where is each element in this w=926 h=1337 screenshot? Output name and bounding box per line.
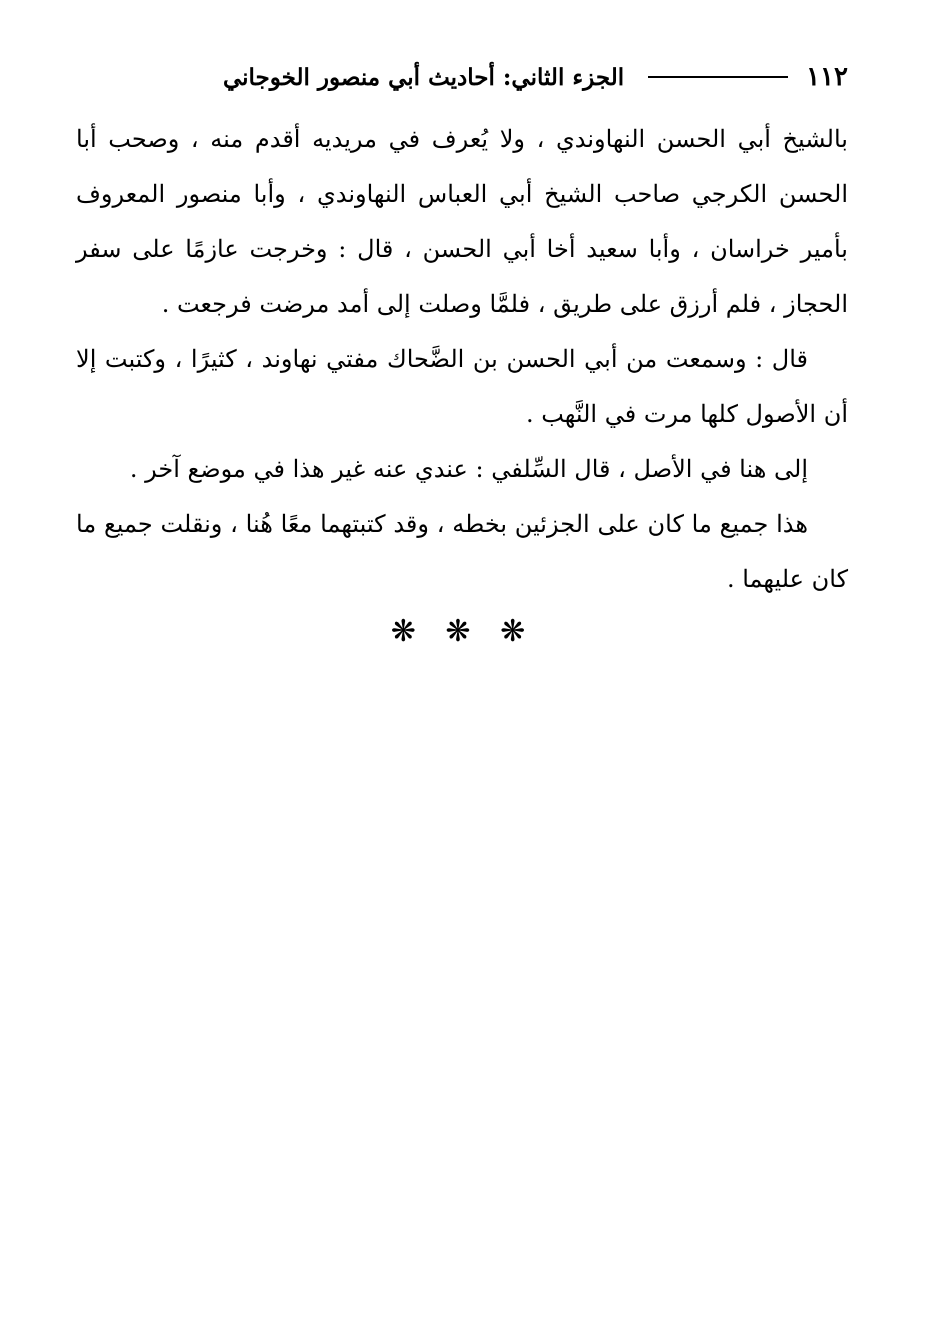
- paragraph-3: إلى هنا في الأصل ، قال السِّلفي : عندي عنه غير هذا في موضع آخر .: [129, 455, 808, 483]
- paragraph-2: قال : وسمعت من أبي الحسن بن الضَّحاك مفتي نهاوند ، كثيرًا ، وكتبت إلا أن الأصول كلها مرت في النَّهب .: [76, 345, 848, 428]
- header-rule: [648, 76, 788, 78]
- paragraph-4: هذا جميع ما كان على الجزئين بخطه ، وقد كتبتهما معًا هُنا ، ونقلت جميع ما كان عليهما .: [76, 510, 848, 593]
- section-end-ornament: ❋ ❋ ❋: [390, 614, 536, 649]
- paragraph-1: بالشيخ أبي الحسن النهاوندي ، ولا يُعرف في مريديه أقدم منه ، وصحب أبا الحسن الكرجي صاحب الشيخ أبي العباس النهاوندي ، وأبا منصور المعروف بأمير خراسان ، وأبا سعيد أخا أبي الحسن ، قال : وخرجت عازمًا على سفر الحجاز ، فلم أرزق على طريق ، فلمَّا وصلت إلى أمد مرضت فرجعت .: [76, 125, 848, 318]
- page-header: [76, 56, 848, 98]
- page-number: ١١٢: [806, 62, 848, 92]
- body-text: [76, 112, 848, 607]
- running-title: الجزء الثاني: أحاديث أبي منصور الخوجاني: [222, 63, 625, 91]
